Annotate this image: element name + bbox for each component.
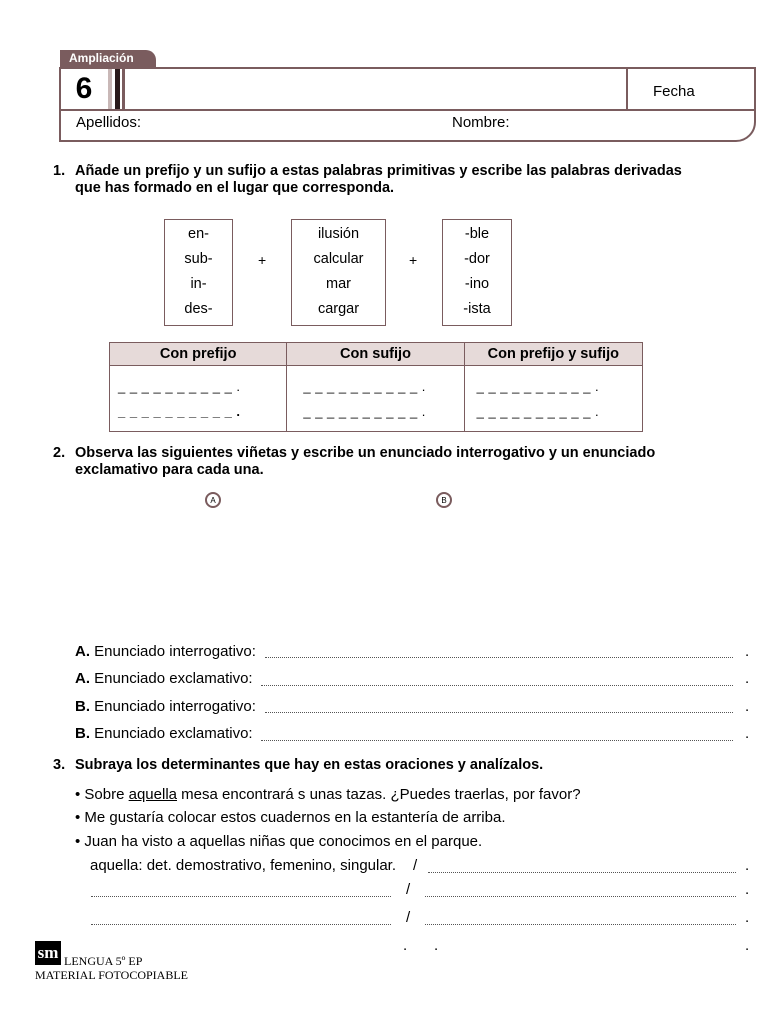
vineta-b-marker: B (436, 492, 452, 508)
q2-number: 2. (53, 445, 66, 461)
apellidos-label: Apellidos: (76, 114, 142, 131)
answer-blank[interactable]: _ _ _ _ _ _ _ _ _ _ . (476, 379, 600, 394)
fecha-label: Fecha (653, 83, 695, 100)
slash: / (406, 881, 411, 898)
suffix-item: -ino (464, 276, 490, 292)
answer-cell[interactable] (287, 366, 464, 432)
sentence-2: • Me gustaría colocar estos cuadernos en la estantería de arriba. (75, 809, 506, 826)
slash: / (406, 909, 411, 926)
analysis-line[interactable] (91, 884, 391, 897)
enunciado-label: A. Enunciado interrogativo: (75, 643, 256, 660)
answer-line[interactable] (261, 673, 733, 686)
prefix-item: sub- (184, 251, 213, 267)
unit-number: 6 (75, 72, 93, 105)
q1-number: 1. (53, 163, 66, 179)
footer-material: MATERIAL FOTOCOPIABLE (35, 968, 189, 982)
vineta-a-marker: A (205, 492, 221, 508)
end-dot: . (745, 909, 750, 926)
sm-logo: sm (35, 941, 61, 965)
q1-text-line1: Añade un prefijo y un sufijo a estas palabras primitivas y escribe las palabras derivadas (75, 163, 682, 179)
word-item: mar (326, 276, 351, 292)
end-dot: . (745, 698, 750, 715)
q1-text-line2: que has formado en el lugar que corresponda. (75, 180, 395, 196)
answer-blank[interactable]: _ _ _ _ _ _ _ _ _ _ . (476, 404, 600, 419)
suffix-item: -ble (464, 226, 490, 242)
prefix-item: des- (184, 301, 213, 317)
end-dot: . (745, 670, 750, 687)
unit-bars-decoration (107, 69, 129, 109)
q3-text: Subraya los determinantes que hay en estas oraciones y analízalos. (75, 757, 544, 773)
prefix-item: en- (188, 226, 209, 242)
enunciado-label: B. Enunciado interrogativo: (75, 698, 256, 715)
end-dot: . (745, 937, 750, 954)
answer-cell[interactable] (464, 366, 642, 432)
enunciado-label: A. Enunciado exclamativo: (75, 670, 253, 687)
suffix-item: -dor (464, 251, 490, 267)
sentence-3: • Juan ha visto a aquellas niñas que conocimos en el parque. (75, 833, 483, 850)
plus-sign: + (409, 252, 418, 268)
prefix-box (164, 219, 233, 326)
suffix-item: -ista (463, 301, 491, 317)
analysis-line[interactable] (425, 884, 736, 897)
ampliacion-tab: Ampliación (60, 50, 156, 67)
header-con-sufijo: Con sufijo (287, 343, 464, 366)
analysis-line[interactable] (91, 912, 391, 925)
answer-cell[interactable] (110, 366, 287, 432)
suffix-box (442, 219, 512, 326)
enunciado-label: B. Enunciado exclamativo: (75, 725, 253, 742)
header-divider (59, 109, 756, 111)
answer-line[interactable] (265, 700, 733, 713)
footer-subject: LENGUA 5º EP (64, 954, 143, 968)
sentence-1: • Sobre aquella mesa encontrará s unas tazas. ¿Puedes traerlas, por favor? (75, 786, 581, 803)
plus-sign: + (258, 252, 267, 268)
nombre-label: Nombre: (452, 114, 510, 131)
word-item: cargar (317, 301, 360, 317)
end-dot: . (745, 881, 750, 898)
answer-table (109, 342, 643, 432)
header-con-prefijo: Con prefijo (110, 343, 287, 366)
end-dot: . (745, 643, 750, 660)
slash: / (413, 857, 418, 874)
word-item: ilusión (317, 226, 360, 242)
end-dot: . (434, 937, 439, 954)
q3-number: 3. (53, 757, 66, 773)
answer-line[interactable] (265, 645, 733, 658)
word-item: calcular (313, 251, 364, 267)
answer-blank[interactable]: _ _ _ _ _ _ _ _ _ _ . (303, 379, 426, 394)
example-analysis: aquella: det. demostrativo, femenino, singular. (90, 857, 397, 874)
header-box (59, 67, 756, 142)
answer-line[interactable] (261, 728, 733, 741)
prefix-item: in- (190, 276, 207, 292)
answer-blank[interactable]: _ _ _ _ _ _ _ _ _ _ . (118, 379, 241, 394)
q2-text-line1: Observa las siguientes viñetas y escribe un enunciado interrogativo y un enunciado (75, 445, 656, 461)
header-con-prefijo-y-sufijo: Con prefijo y sufijo (464, 343, 642, 366)
word-box (291, 219, 386, 326)
underlined-determinant: aquella (128, 786, 178, 803)
fecha-divider (626, 67, 628, 109)
analysis-line[interactable] (425, 912, 736, 925)
end-dot: . (403, 937, 408, 954)
end-dot: . (745, 725, 750, 742)
answer-blank[interactable]: _ _ _ _ _ _ _ _ _ _ . (118, 404, 241, 419)
q2-text-line2: exclamativo para cada una. (75, 462, 264, 478)
analysis-line[interactable] (428, 860, 736, 873)
end-dot: . (745, 857, 750, 874)
answer-blank[interactable]: _ _ _ _ _ _ _ _ _ _ . (303, 404, 426, 419)
